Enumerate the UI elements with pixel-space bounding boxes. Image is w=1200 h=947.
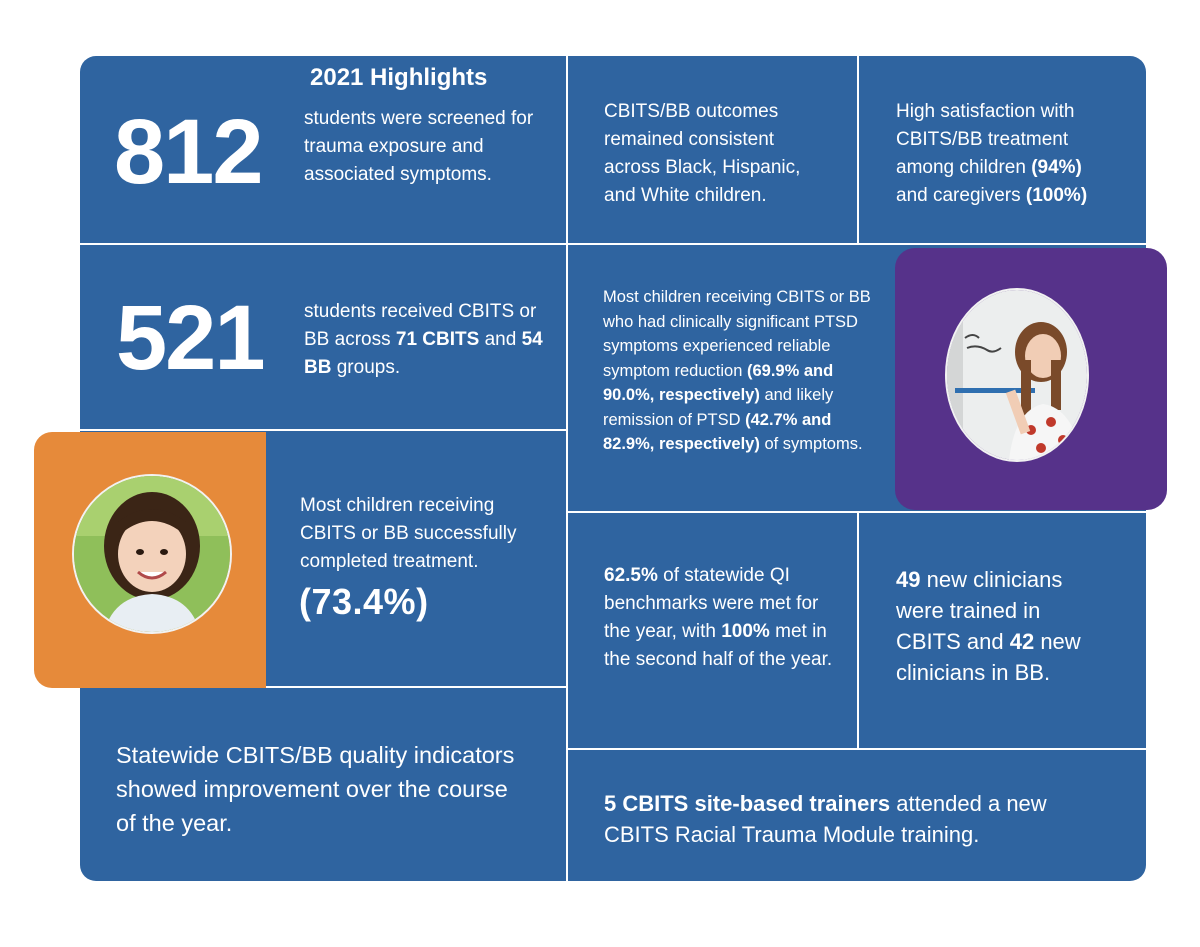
grid-line [80, 429, 567, 431]
smiling-child-photo [72, 474, 232, 634]
orange-photo-card [34, 432, 266, 688]
remission-pct: (42.7% and 82.9%, respectively) [603, 410, 832, 453]
trainers-text [604, 788, 1104, 850]
clinicians-post: new clinicians in BB. [896, 629, 1081, 685]
clinicians-text [896, 564, 1110, 688]
trainers-post: attended a new CBITS Racial Trauma Module training. [604, 791, 1047, 847]
quality-text: Statewide CBITS/BB quality indicators showed improvement over the course of the year. [116, 742, 515, 836]
completed-text: Most children receiving CBITS or BB successfully completed treatment. [300, 495, 517, 572]
received-pre: students received CBITS or BB across [304, 301, 537, 350]
received-number: 521 [116, 287, 264, 389]
bb-clinicians-count: 42 [1009, 629, 1035, 654]
grid-line [857, 56, 859, 244]
received-post: groups. [331, 357, 401, 378]
cbits-groups: 71 CBITS [395, 329, 480, 350]
benchmarks-pct: 62.5% [604, 565, 658, 586]
trainers-count: 5 CBITS site-based trainers [604, 791, 891, 816]
caregivers-satisfaction-pct: (100%) [1025, 185, 1088, 206]
reduction-pct: (69.9% and 90.0%, respectively) [603, 361, 834, 404]
bb-groups: 54 BB [304, 329, 543, 378]
grid-line [567, 511, 1146, 513]
benchmarks-text [604, 562, 836, 674]
cbits-clinicians-count: 49 [896, 567, 921, 592]
satisfaction-text [896, 98, 1118, 210]
ptsd-pre: Most children receiving CBITS or BB who had clinically significant PTSD symptoms experienced reliable symptom reduction [603, 288, 871, 380]
received-text [304, 298, 544, 382]
photo-illustration [947, 290, 1087, 460]
photo-illustration [74, 476, 230, 632]
page-title: 2021 Highlights [310, 64, 488, 91]
ptsd-post: of symptoms. [759, 435, 863, 453]
benchmarks-pre: of statewide QI benchmarks were met for the year, with [604, 565, 819, 642]
grid-line [80, 243, 1146, 245]
grid-line [566, 56, 568, 881]
received-mid: and [479, 329, 522, 350]
children-satisfaction-pct: (94%) [1031, 157, 1082, 178]
ptsd-text [603, 285, 878, 457]
grid-line [567, 748, 1146, 750]
satisfaction-mid: and caregivers [896, 185, 1026, 206]
ptsd-mid: and likely remission of PTSD [603, 386, 834, 429]
benchmarks-post: met in the second half of the year. [604, 621, 833, 670]
satisfaction-pre: High satisfaction with CBITS/BB treatment among children [896, 101, 1075, 178]
grid-line [857, 512, 859, 750]
girl-whiteboard-photo [945, 288, 1089, 462]
purple-photo-card [895, 248, 1167, 510]
screened-text: students were screened for trauma exposure and associated symptoms. [304, 108, 534, 185]
completed-pct: (73.4%) [299, 581, 429, 622]
second-half-pct: 100% [721, 621, 770, 642]
screened-number: 812 [114, 101, 262, 203]
clinicians-mid: new clinicians were trained in CBITS and [896, 567, 1063, 654]
outcomes-text: CBITS/BB outcomes remained consistent across Black, Hispanic, and White children. [604, 101, 801, 206]
